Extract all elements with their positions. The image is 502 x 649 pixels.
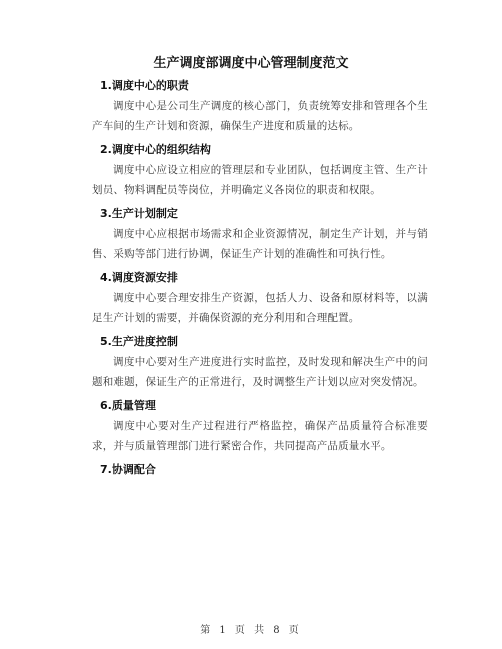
section-duties xyxy=(92,76,428,136)
section-body: 调度中心应设立相应的管理层和专业团队，包括调度主管、生产计划员、物料调配员等岗位，并明确定义各岗位的职责和权限。 xyxy=(92,164,428,196)
section-progress xyxy=(92,332,428,392)
section-heading: 5.生产进度控制 xyxy=(100,335,178,348)
section-coordination xyxy=(92,460,428,480)
section-heading: 4.调度资源安排 xyxy=(100,271,178,284)
section-heading: 7.协调配合 xyxy=(100,463,156,476)
section-body: 调度中心是公司生产调度的核心部门，负责统筹安排和管理各个生产车间的生产计划和资源，确保生产进度和质量的达标。 xyxy=(92,100,428,132)
section-body: 调度中心要合理安排生产资源，包括人力、设备和原材料等，以满足生产计划的需要，并确保资源的充分利用和合理配置。 xyxy=(92,292,428,324)
page-footer: 第 1 页 共 8 页 xyxy=(200,625,302,636)
section-heading: 3.生产计划制定 xyxy=(100,207,178,220)
section-heading: 2.调度中心的组织结构 xyxy=(100,143,211,156)
section-planning xyxy=(92,204,428,264)
section-body: 调度中心要对生产进度进行实时监控，及时发现和解决生产中的问题和难题，保证生产的正常进行，及时调整生产计划以应对突发情况。 xyxy=(92,356,428,388)
document-title: 生产调度部调度中心管理制度范文 xyxy=(153,56,349,71)
section-organization xyxy=(92,140,428,200)
section-resources xyxy=(92,268,428,328)
section-heading: 1.调度中心的职责 xyxy=(100,79,189,92)
section-heading: 6.质量管理 xyxy=(100,399,156,412)
section-quality xyxy=(92,396,428,456)
document-content xyxy=(92,76,428,480)
section-body: 调度中心要对生产过程进行严格监控，确保产品质量符合标准要求，并与质量管理部门进行紧密合作，共同提高产品质量水平。 xyxy=(92,420,428,452)
section-body: 调度中心应根据市场需求和企业资源情况，制定生产计划，并与销售、采购等部门进行协调，保证生产计划的准确性和可执行性。 xyxy=(92,228,428,260)
